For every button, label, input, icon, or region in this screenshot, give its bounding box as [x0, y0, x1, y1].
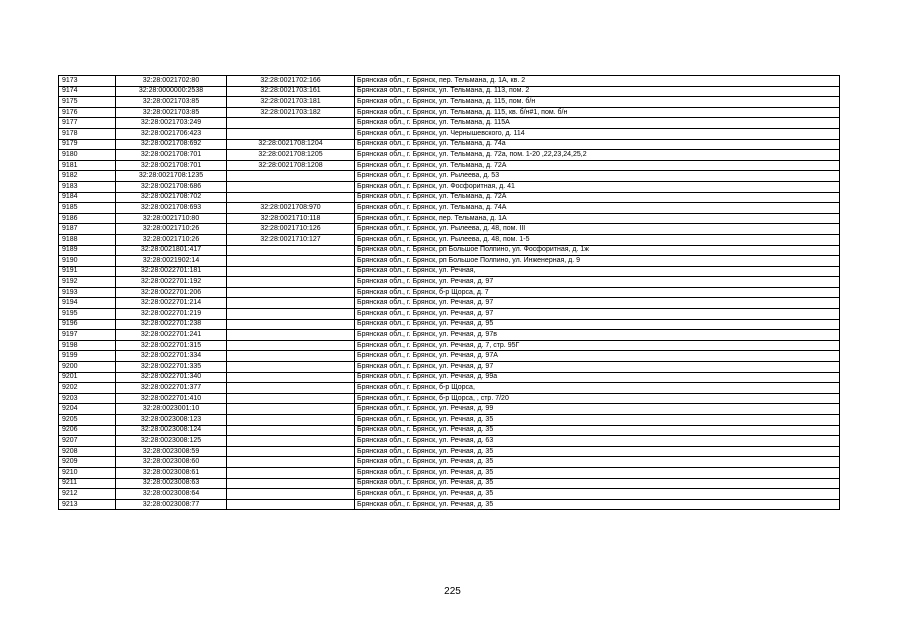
- row-number-cell: 9179: [59, 139, 116, 150]
- address-cell: Брянская обл., г. Брянск, пер. Тельмана, д. 1А: [355, 213, 840, 224]
- row-number-cell: 9212: [59, 489, 116, 500]
- row-number-cell: 9204: [59, 404, 116, 415]
- cadastral-number-cell: 32:28:0021703:85: [116, 97, 227, 108]
- linked-cadastral-number-cell: [227, 489, 355, 500]
- address-cell: Брянская обл., г. Брянск, ул. Речная, д. 95: [355, 319, 840, 330]
- cadastral-number-cell: 32:28:0023008:59: [116, 446, 227, 457]
- cadastral-number-cell: 32:28:0022701:238: [116, 319, 227, 330]
- address-cell: Брянская обл., г. Брянск, ул. Тельмана, д. 115, кв. б/н#1, пом. б/н: [355, 107, 840, 118]
- linked-cadastral-number-cell: [227, 383, 355, 394]
- linked-cadastral-number-cell: [227, 467, 355, 478]
- table-row: [59, 404, 840, 415]
- address-cell: Брянская обл., г. Брянск, ул. Речная, д. 97: [355, 309, 840, 320]
- page-number: 225: [444, 586, 461, 597]
- table-row: [59, 181, 840, 192]
- linked-cadastral-number-cell: [227, 298, 355, 309]
- row-number-cell: 9182: [59, 171, 116, 182]
- row-number-cell: 9200: [59, 362, 116, 373]
- table-row: [59, 425, 840, 436]
- cadastral-number-cell: 32:28:0021703:85: [116, 107, 227, 118]
- table-row: [59, 319, 840, 330]
- linked-cadastral-number-cell: [227, 340, 355, 351]
- table-row: [59, 234, 840, 245]
- cadastral-number-cell: 32:28:0021902:14: [116, 256, 227, 267]
- cadastral-number-cell: 32:28:0022701:335: [116, 362, 227, 373]
- linked-cadastral-number-cell: 32:28:0021703:182: [227, 107, 355, 118]
- table-row: [59, 467, 840, 478]
- linked-cadastral-number-cell: [227, 128, 355, 139]
- cadastral-number-cell: 32:28:0022701:377: [116, 383, 227, 394]
- linked-cadastral-number-cell: [227, 351, 355, 362]
- cadastral-number-cell: 32:28:0023008:123: [116, 415, 227, 426]
- address-cell: Брянская обл., г. Брянск, ул. Речная, д. 35: [355, 499, 840, 510]
- table-row: [59, 340, 840, 351]
- linked-cadastral-number-cell: 32:28:0021708:970: [227, 203, 355, 214]
- row-number-cell: 9185: [59, 203, 116, 214]
- table-row: [59, 393, 840, 404]
- table-row: [59, 383, 840, 394]
- linked-cadastral-number-cell: [227, 192, 355, 203]
- row-number-cell: 9177: [59, 118, 116, 129]
- row-number-cell: 9187: [59, 224, 116, 235]
- linked-cadastral-number-cell: [227, 372, 355, 383]
- table-row: [59, 372, 840, 383]
- table-row: [59, 362, 840, 373]
- table-row: [59, 489, 840, 500]
- cadastral-number-cell: 32:28:0021710:80: [116, 213, 227, 224]
- linked-cadastral-number-cell: [227, 499, 355, 510]
- address-cell: Брянская обл., г. Брянск, ул. Рылеева, д. 48, пом. 1-5: [355, 234, 840, 245]
- table-row: [59, 192, 840, 203]
- address-cell: Брянская обл., г. Брянск, ул. Речная, д. 35: [355, 467, 840, 478]
- cadastral-number-cell: 32:28:0022701:334: [116, 351, 227, 362]
- cadastral-number-cell: 32:28:0021708:702: [116, 192, 227, 203]
- row-number-cell: 9196: [59, 319, 116, 330]
- address-cell: Брянская обл., г. Брянск, ул. Чернышевского, д. 114: [355, 128, 840, 139]
- cadastral-number-cell: 32:28:0022701:206: [116, 287, 227, 298]
- linked-cadastral-number-cell: [227, 277, 355, 288]
- row-number-cell: 9181: [59, 160, 116, 171]
- row-number-cell: 9176: [59, 107, 116, 118]
- linked-cadastral-number-cell: 32:28:0021708:1205: [227, 150, 355, 161]
- cadastral-number-cell: 32:28:0021708:1235: [116, 171, 227, 182]
- address-cell: Брянская обл., г. Брянск, ул. Тельмана, д. 115А: [355, 118, 840, 129]
- cadastral-number-cell: 32:28:0023008:60: [116, 457, 227, 468]
- row-number-cell: 9201: [59, 372, 116, 383]
- table-row: [59, 203, 840, 214]
- table-row: [59, 160, 840, 171]
- cadastral-number-cell: 32:28:0021702:80: [116, 76, 227, 87]
- address-cell: Брянская обл., г. Брянск, б-р Щорса, д. 7: [355, 287, 840, 298]
- address-cell: Брянская обл., г. Брянск, ул. Речная,: [355, 266, 840, 277]
- row-number-cell: 9173: [59, 76, 116, 87]
- linked-cadastral-number-cell: 32:28:0021710:118: [227, 213, 355, 224]
- address-cell: Брянская обл., г. Брянск, ул. Рылеева, д. 53: [355, 171, 840, 182]
- cadastral-number-cell: 32:28:0021706:423: [116, 128, 227, 139]
- linked-cadastral-number-cell: 32:28:0021710:127: [227, 234, 355, 245]
- linked-cadastral-number-cell: 32:28:0021710:126: [227, 224, 355, 235]
- linked-cadastral-number-cell: [227, 309, 355, 320]
- linked-cadastral-number-cell: [227, 436, 355, 447]
- linked-cadastral-number-cell: [227, 446, 355, 457]
- row-number-cell: 9186: [59, 213, 116, 224]
- table-row: [59, 245, 840, 256]
- row-number-cell: 9207: [59, 436, 116, 447]
- cadastral-number-cell: 32:28:0022701:219: [116, 309, 227, 320]
- row-number-cell: 9203: [59, 393, 116, 404]
- table-row: [59, 277, 840, 288]
- linked-cadastral-number-cell: [227, 415, 355, 426]
- cadastral-number-cell: 32:28:0021708:701: [116, 150, 227, 161]
- cadastral-number-cell: 32:28:0023008:77: [116, 499, 227, 510]
- row-number-cell: 9184: [59, 192, 116, 203]
- cadastral-number-cell: 32:28:0022701:241: [116, 330, 227, 341]
- table-row: [59, 415, 840, 426]
- address-cell: Брянская обл., г. Брянск, ул. Тельмана, д. 72а, пом. 1-20 ,22,23,24,25,2: [355, 150, 840, 161]
- linked-cadastral-number-cell: [227, 118, 355, 129]
- address-cell: Брянская обл., г. Брянск, ул. Тельмана, д. 113, пом. 2: [355, 86, 840, 97]
- address-cell: Брянская обл., г. Брянск, ул. Речная, д. 97: [355, 277, 840, 288]
- address-cell: Брянская обл., г. Брянск, ул. Речная, д. 97в: [355, 330, 840, 341]
- table-row: [59, 150, 840, 161]
- cadastral-number-cell: 32:28:0021708:701: [116, 160, 227, 171]
- address-cell: Брянская обл., г. Брянск, ул. Речная, д. 35: [355, 457, 840, 468]
- linked-cadastral-number-cell: [227, 319, 355, 330]
- table-row: [59, 256, 840, 267]
- address-cell: Брянская обл., г. Брянск, ул. Речная, д. 35: [355, 415, 840, 426]
- address-cell: Брянская обл., г. Брянск, ул. Тельмана, д. 74А: [355, 203, 840, 214]
- cadastral-number-cell: 32:28:0022701:214: [116, 298, 227, 309]
- row-number-cell: 9209: [59, 457, 116, 468]
- table-row: [59, 499, 840, 510]
- cadastral-number-cell: 32:28:0021703:249: [116, 118, 227, 129]
- address-cell: Брянская обл., г. Брянск, ул. Тельмана, д. 72А: [355, 192, 840, 203]
- table-row: [59, 86, 840, 97]
- linked-cadastral-number-cell: 32:28:0021702:166: [227, 76, 355, 87]
- cadastral-number-cell: 32:28:0021801:417: [116, 245, 227, 256]
- address-cell: Брянская обл., г. Брянск, ул. Рылеева, д. 48, пом. III: [355, 224, 840, 235]
- table-row: [59, 118, 840, 129]
- row-number-cell: 9199: [59, 351, 116, 362]
- table-row: [59, 309, 840, 320]
- row-number-cell: 9206: [59, 425, 116, 436]
- table-row: [59, 76, 840, 87]
- linked-cadastral-number-cell: [227, 478, 355, 489]
- table-row: [59, 446, 840, 457]
- linked-cadastral-number-cell: [227, 266, 355, 277]
- row-number-cell: 9208: [59, 446, 116, 457]
- linked-cadastral-number-cell: [227, 330, 355, 341]
- row-number-cell: 9193: [59, 287, 116, 298]
- linked-cadastral-number-cell: [227, 287, 355, 298]
- table-row: [59, 97, 840, 108]
- cadastral-number-cell: 32:28:0022701:340: [116, 372, 227, 383]
- cadastral-number-cell: 32:28:0023001:10: [116, 404, 227, 415]
- cadastral-number-cell: 32:28:0021708:686: [116, 181, 227, 192]
- row-number-cell: 9189: [59, 245, 116, 256]
- cadastral-number-cell: 32:28:0022701:181: [116, 266, 227, 277]
- linked-cadastral-number-cell: [227, 393, 355, 404]
- table-row: [59, 139, 840, 150]
- row-number-cell: 9197: [59, 330, 116, 341]
- address-cell: Брянская обл., г. Брянск, б-р Щорса,: [355, 383, 840, 394]
- row-number-cell: 9183: [59, 181, 116, 192]
- cadastral-number-cell: 32:28:0022701:315: [116, 340, 227, 351]
- linked-cadastral-number-cell: 32:28:0021708:1204: [227, 139, 355, 150]
- address-cell: Брянская обл., г. Брянск, ул. Речная, д. 35: [355, 425, 840, 436]
- row-number-cell: 9180: [59, 150, 116, 161]
- row-number-cell: 9194: [59, 298, 116, 309]
- linked-cadastral-number-cell: [227, 245, 355, 256]
- property-registry-table: [58, 75, 840, 510]
- address-cell: Брянская обл., г. Брянск, ул. Фосфоритная, д. 41: [355, 181, 840, 192]
- table-row: [59, 351, 840, 362]
- table-row: [59, 436, 840, 447]
- address-cell: Брянская обл., г. Брянск, ул. Речная, д. 99: [355, 404, 840, 415]
- row-number-cell: 9202: [59, 383, 116, 394]
- row-number-cell: 9191: [59, 266, 116, 277]
- row-number-cell: 9192: [59, 277, 116, 288]
- address-cell: Брянская обл., г. Брянск, рп Большое Полпино, ул. Инженерная, д. 9: [355, 256, 840, 267]
- address-cell: Брянская обл., г. Брянск, ул. Тельмана, д. 74а: [355, 139, 840, 150]
- table-row: [59, 171, 840, 182]
- cadastral-number-cell: 32:28:0023008:64: [116, 489, 227, 500]
- address-cell: Брянская обл., г. Брянск, ул. Речная, д. 97: [355, 362, 840, 373]
- row-number-cell: 9178: [59, 128, 116, 139]
- linked-cadastral-number-cell: 32:28:0021703:161: [227, 86, 355, 97]
- table-row: [59, 224, 840, 235]
- table-row: [59, 266, 840, 277]
- table-row: [59, 128, 840, 139]
- cadastral-number-cell: 32:28:0000000:2538: [116, 86, 227, 97]
- row-number-cell: 9205: [59, 415, 116, 426]
- address-cell: Брянская обл., г. Брянск, ул. Речная, д. 35: [355, 478, 840, 489]
- row-number-cell: 9174: [59, 86, 116, 97]
- address-cell: Брянская обл., г. Брянск, ул. Тельмана, д. 115, пом. б/н: [355, 97, 840, 108]
- address-cell: Брянская обл., г. Брянск, ул. Речная, д. 35: [355, 446, 840, 457]
- address-cell: Брянская обл., г. Брянск, ул. Речная, д. 99а: [355, 372, 840, 383]
- row-number-cell: 9195: [59, 309, 116, 320]
- registry-table-body: [59, 76, 840, 510]
- table-row: [59, 330, 840, 341]
- cadastral-number-cell: 32:28:0021708:692: [116, 139, 227, 150]
- row-number-cell: 9213: [59, 499, 116, 510]
- address-cell: Брянская обл., г. Брянск, ул. Речная, д. 63: [355, 436, 840, 447]
- cadastral-number-cell: 32:28:0023008:61: [116, 467, 227, 478]
- address-cell: Брянская обл., г. Брянск, рп Большое Полпино, ул. Фосфоритная, д. 1ж: [355, 245, 840, 256]
- cadastral-number-cell: 32:28:0021708:693: [116, 203, 227, 214]
- linked-cadastral-number-cell: [227, 362, 355, 373]
- linked-cadastral-number-cell: [227, 181, 355, 192]
- row-number-cell: 9188: [59, 234, 116, 245]
- linked-cadastral-number-cell: 32:28:0021703:181: [227, 97, 355, 108]
- linked-cadastral-number-cell: [227, 171, 355, 182]
- row-number-cell: 9210: [59, 467, 116, 478]
- row-number-cell: 9175: [59, 97, 116, 108]
- table-row: [59, 107, 840, 118]
- table-row: [59, 213, 840, 224]
- cadastral-number-cell: 32:28:0023008:124: [116, 425, 227, 436]
- cadastral-number-cell: 32:28:0021710:26: [116, 224, 227, 235]
- table-row: [59, 298, 840, 309]
- linked-cadastral-number-cell: [227, 404, 355, 415]
- linked-cadastral-number-cell: [227, 256, 355, 267]
- linked-cadastral-number-cell: [227, 457, 355, 468]
- linked-cadastral-number-cell: [227, 425, 355, 436]
- cadastral-number-cell: 32:28:0022701:192: [116, 277, 227, 288]
- address-cell: Брянская обл., г. Брянск, ул. Речная, д. 7, стр. 95Г: [355, 340, 840, 351]
- table-row: [59, 287, 840, 298]
- linked-cadastral-number-cell: 32:28:0021708:1208: [227, 160, 355, 171]
- address-cell: Брянская обл., г. Брянск, пер. Тельмана, д. 1А, кв. 2: [355, 76, 840, 87]
- cadastral-number-cell: 32:28:0021710:26: [116, 234, 227, 245]
- table-row: [59, 478, 840, 489]
- address-cell: Брянская обл., г. Брянск, ул. Тельмана, д. 72А: [355, 160, 840, 171]
- row-number-cell: 9198: [59, 340, 116, 351]
- table-row: [59, 457, 840, 468]
- address-cell: Брянская обл., г. Брянск, ул. Речная, д. 35: [355, 489, 840, 500]
- cadastral-number-cell: 32:28:0022701:410: [116, 393, 227, 404]
- row-number-cell: 9190: [59, 256, 116, 267]
- cadastral-number-cell: 32:28:0023008:63: [116, 478, 227, 489]
- address-cell: Брянская обл., г. Брянск, ул. Речная, д. 97: [355, 298, 840, 309]
- address-cell: Брянская обл., г. Брянск, ул. Речная, д. 97А: [355, 351, 840, 362]
- address-cell: Брянская обл., г. Брянск, б-р Щорса, , стр. 7/20: [355, 393, 840, 404]
- row-number-cell: 9211: [59, 478, 116, 489]
- cadastral-number-cell: 32:28:0023008:125: [116, 436, 227, 447]
